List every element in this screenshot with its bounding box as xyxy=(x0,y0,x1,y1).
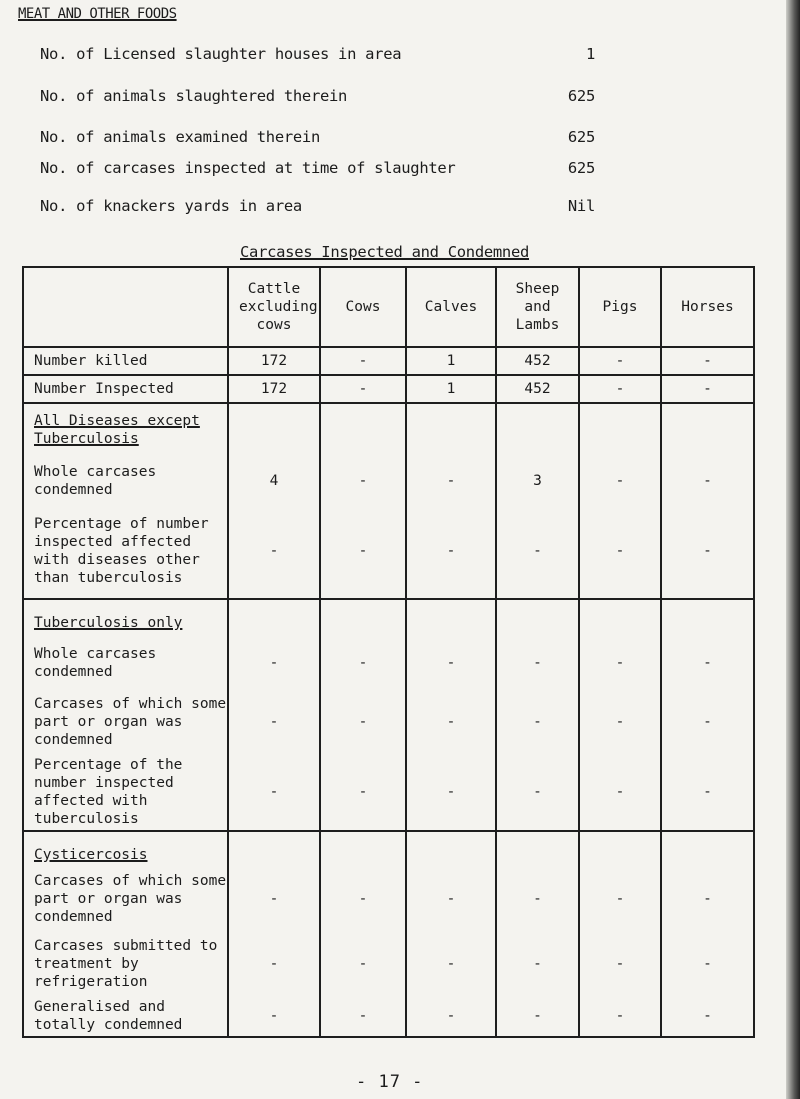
row-label: Percentage of the number inspected affected with tuberculosis xyxy=(34,757,183,827)
cell-stack xyxy=(320,599,406,831)
cell: - xyxy=(358,543,368,559)
section-cysticercosis xyxy=(23,831,754,1037)
section-label-cell xyxy=(23,403,228,599)
cell: - xyxy=(269,714,279,730)
cell: - xyxy=(446,655,456,671)
cell: - xyxy=(269,543,279,559)
cell: 1 xyxy=(406,347,496,375)
cell: - xyxy=(446,473,456,489)
row-label: Carcases submitted to treatment by refrigeration xyxy=(34,938,218,990)
cell-stack xyxy=(579,599,661,831)
stat-row xyxy=(40,197,595,215)
cell-stack xyxy=(579,831,661,1037)
section-label-cell xyxy=(23,831,228,1037)
cell: - xyxy=(269,655,279,671)
row-label: Percentage of number inspected affected with diseases other than tuberculosis xyxy=(34,516,209,586)
cell: - xyxy=(703,891,712,907)
cell-stack xyxy=(228,599,320,831)
cell: 452 xyxy=(496,347,579,375)
cell: - xyxy=(533,655,542,671)
cell: - xyxy=(358,473,368,489)
row-label: Carcases of which some part or organ was condemned xyxy=(34,696,227,748)
cell: - xyxy=(358,714,368,730)
cell: 4 xyxy=(269,473,279,489)
cell-stack xyxy=(406,403,496,599)
cell: - xyxy=(358,891,368,907)
cell-stack xyxy=(496,599,579,831)
cell: 3 xyxy=(533,473,542,489)
cell: - xyxy=(615,714,625,730)
row-label: Whole carcases condemned xyxy=(34,464,157,498)
col-header: Cattle excluding cows xyxy=(228,267,320,347)
cell: - xyxy=(703,714,712,730)
cell: 172 xyxy=(228,347,320,375)
cell: 452 xyxy=(496,375,579,403)
cell: - xyxy=(446,784,456,800)
cell: - xyxy=(703,956,712,972)
cell: - xyxy=(615,1008,625,1024)
section-heading: MEAT AND OTHER FOODS xyxy=(18,6,177,22)
cell: - xyxy=(533,956,542,972)
cell: - xyxy=(446,956,456,972)
section-title: Cysticercosis xyxy=(34,847,148,863)
cell: - xyxy=(269,1008,279,1024)
section-label-cell xyxy=(23,599,228,831)
cell: - xyxy=(269,956,279,972)
col-header: Horses xyxy=(661,267,754,347)
cell-stack xyxy=(228,831,320,1037)
stat-label: No. of animals slaughtered therein xyxy=(40,87,348,105)
cell: - xyxy=(703,1008,712,1024)
cell: - xyxy=(703,543,712,559)
cell-stack xyxy=(579,403,661,599)
stat-row xyxy=(40,159,595,177)
cell-stack xyxy=(661,599,754,831)
cell-stack xyxy=(496,403,579,599)
section-title: Tuberculosis only xyxy=(34,615,183,631)
page-edge-shadow xyxy=(786,0,800,1099)
cell: - xyxy=(579,347,661,375)
cell-stack xyxy=(320,403,406,599)
cell: - xyxy=(320,347,406,375)
cell: - xyxy=(269,784,279,800)
stat-value: 625 xyxy=(567,159,595,177)
cell-stack xyxy=(406,831,496,1037)
cell-stack xyxy=(661,403,754,599)
cell-stack xyxy=(496,831,579,1037)
cell: - xyxy=(615,891,625,907)
stat-value: 1 xyxy=(585,45,595,63)
cell: - xyxy=(579,375,661,403)
stat-value: Nil xyxy=(567,197,595,215)
header-blank xyxy=(23,267,228,347)
cell: - xyxy=(661,347,754,375)
cell: - xyxy=(703,473,712,489)
cell: - xyxy=(320,375,406,403)
table-row-inspected xyxy=(23,375,754,403)
cell: - xyxy=(358,655,368,671)
cell-stack xyxy=(228,403,320,599)
header-row xyxy=(23,267,754,347)
cell: - xyxy=(446,543,456,559)
stat-row xyxy=(40,45,595,63)
stat-label: No. of carcases inspected at time of slaughter xyxy=(40,159,456,177)
cell: - xyxy=(358,956,368,972)
row-label: Generalised and totally condemned xyxy=(34,999,183,1033)
cell-stack xyxy=(320,831,406,1037)
stat-row xyxy=(40,87,595,105)
cell: - xyxy=(661,375,754,403)
cell: - xyxy=(533,543,542,559)
section-tuberculosis xyxy=(23,599,754,831)
col-header: Cows xyxy=(320,267,406,347)
cell-stack xyxy=(406,599,496,831)
cell: - xyxy=(703,655,712,671)
row-label: Number Inspected xyxy=(23,375,228,403)
cell: - xyxy=(446,891,456,907)
carcases-table xyxy=(22,266,755,1038)
cell: - xyxy=(615,655,625,671)
cell: 1 xyxy=(406,375,496,403)
cell: - xyxy=(615,473,625,489)
cell: - xyxy=(269,891,279,907)
cell: 172 xyxy=(228,375,320,403)
cell: - xyxy=(358,784,368,800)
stat-value: 625 xyxy=(567,128,595,146)
cell: - xyxy=(446,1008,456,1024)
col-header: Calves xyxy=(406,267,496,347)
stat-label: No. of knackers yards in area xyxy=(40,197,302,215)
page-number: - 17 - xyxy=(356,1072,424,1092)
cell: - xyxy=(615,784,625,800)
row-label: Whole carcases condemned xyxy=(34,646,157,680)
table-row-killed xyxy=(23,347,754,375)
col-header: Sheep and Lambs xyxy=(496,267,579,347)
cell-stack xyxy=(661,831,754,1037)
cell: - xyxy=(533,1008,542,1024)
cell: - xyxy=(358,1008,368,1024)
row-label: Number killed xyxy=(23,347,228,375)
cell: - xyxy=(615,543,625,559)
table-title: Carcases Inspected and Condemned xyxy=(240,243,530,261)
stat-label: No. of animals examined therein xyxy=(40,128,320,146)
cell: - xyxy=(533,784,542,800)
stat-value: 625 xyxy=(567,87,595,105)
cell: - xyxy=(615,956,625,972)
cell: - xyxy=(446,714,456,730)
row-label: Carcases of which some part or organ was condemned xyxy=(34,873,227,925)
section-title: All Diseases except Tuberculosis xyxy=(34,413,200,447)
stat-label: No. of Licensed slaughter houses in area xyxy=(40,45,402,63)
cell: - xyxy=(703,784,712,800)
cell: - xyxy=(533,891,542,907)
stat-row xyxy=(40,128,595,146)
col-header: Pigs xyxy=(579,267,661,347)
section-all-diseases xyxy=(23,403,754,599)
cell: - xyxy=(533,714,542,730)
